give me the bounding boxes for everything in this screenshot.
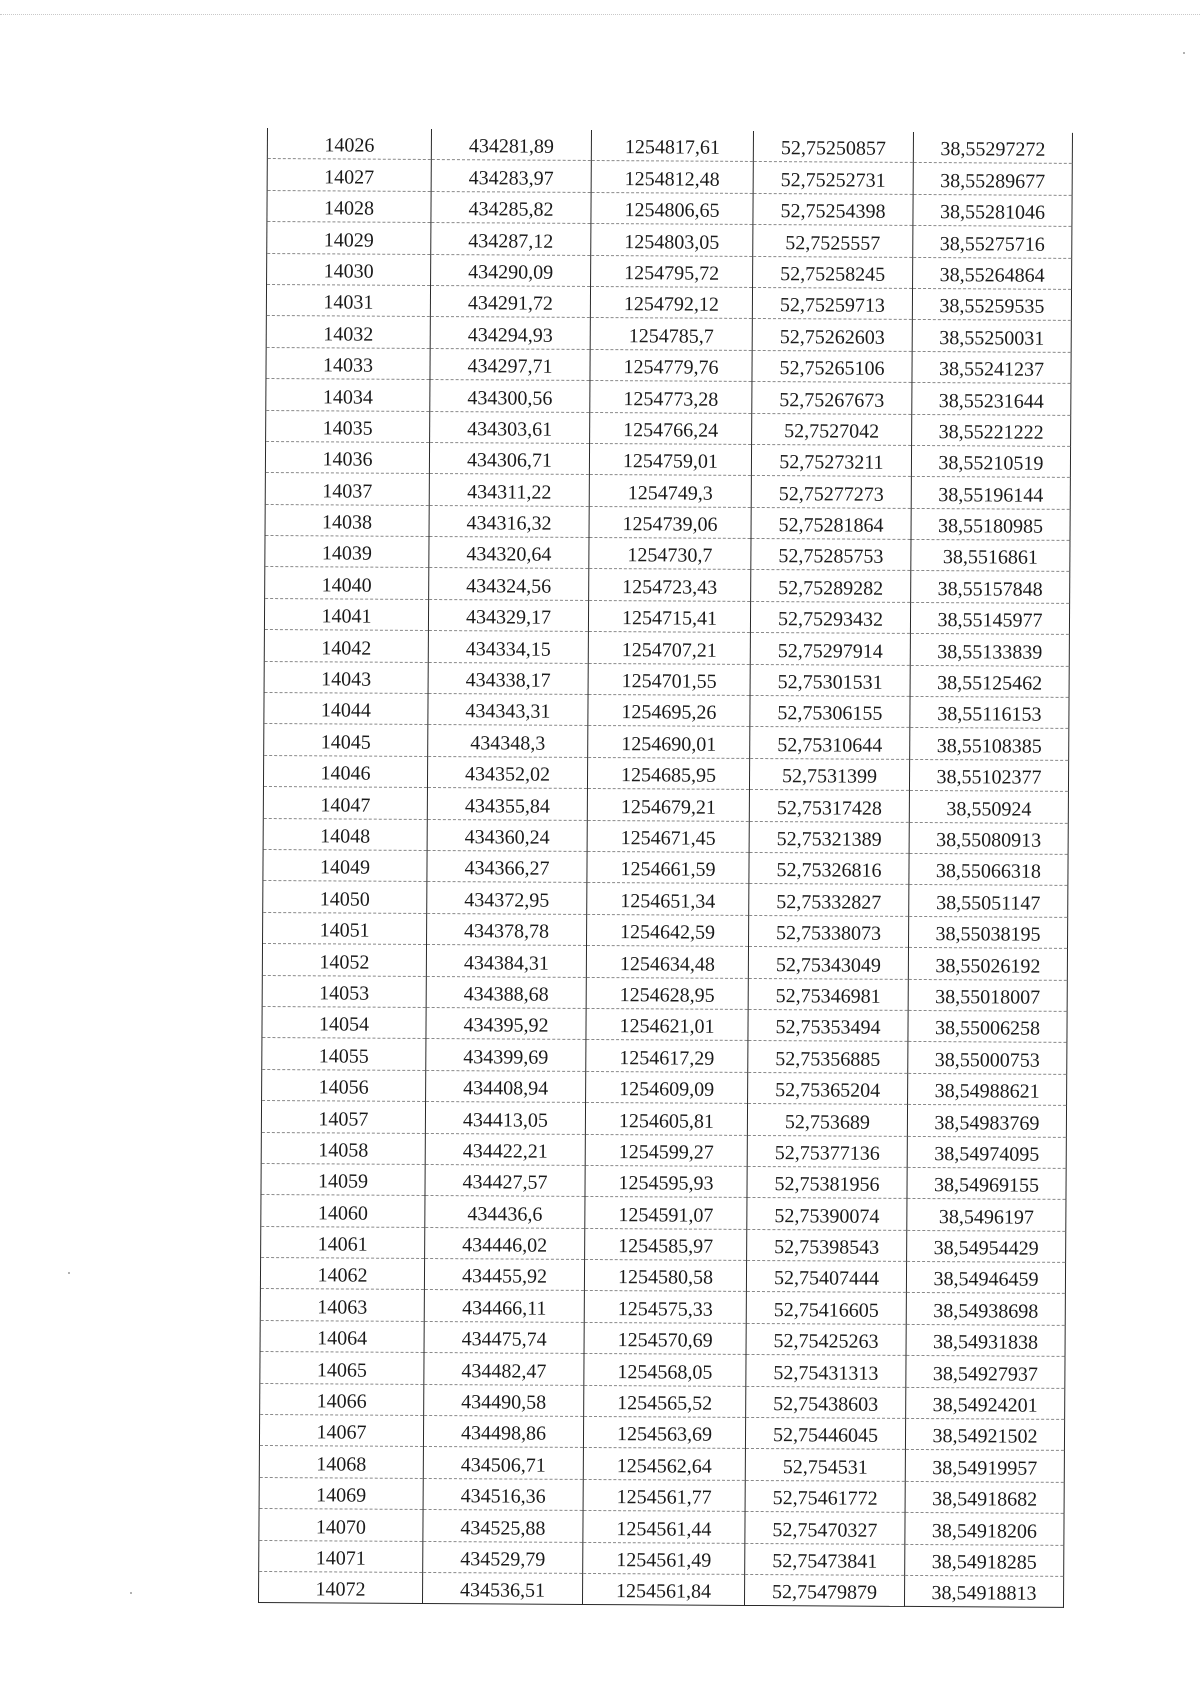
y-coordinate-cell: 1254562,64 [583, 1448, 745, 1480]
point-number-cell: 14052 [262, 944, 426, 976]
point-number-cell: 14048 [263, 818, 427, 850]
point-number-cell: 14070 [259, 1509, 423, 1541]
table-row [264, 693, 1069, 729]
scan-edge-line [0, 14, 1200, 15]
table-row [265, 473, 1070, 509]
table-row [265, 504, 1070, 540]
table-row [266, 410, 1071, 446]
y-coordinate-cell: 1254595,93 [585, 1165, 747, 1197]
latitude-cell: 52,75301531 [750, 664, 910, 696]
table-row [262, 1006, 1067, 1042]
latitude-cell: 52,75252731 [753, 162, 913, 194]
point-number-cell: 14027 [267, 159, 431, 191]
longitude-cell: 38,55026192 [908, 948, 1067, 980]
x-coordinate-cell: 434408,94 [426, 1070, 586, 1102]
point-number-cell: 14050 [263, 881, 427, 913]
y-coordinate-cell: 1254561,49 [583, 1542, 745, 1574]
point-number-cell: 14049 [263, 849, 427, 881]
latitude-cell: 52,75332827 [749, 884, 909, 916]
table-row [263, 818, 1068, 854]
x-coordinate-cell: 434348,3 [428, 725, 588, 757]
latitude-cell: 52,75381956 [747, 1166, 907, 1198]
point-number-cell: 14068 [259, 1446, 423, 1478]
latitude-cell: 52,7525557 [753, 225, 913, 257]
x-coordinate-cell: 434360,24 [427, 819, 587, 851]
x-coordinate-cell: 434529,79 [423, 1541, 583, 1573]
table-row [261, 1101, 1066, 1137]
table-row [262, 975, 1067, 1011]
latitude-cell: 52,75356885 [748, 1041, 908, 1073]
latitude-cell: 52,75470327 [745, 1512, 905, 1544]
longitude-cell: 38,55259535 [912, 288, 1071, 320]
y-coordinate-cell: 1254591,07 [585, 1197, 747, 1229]
y-coordinate-cell: 1254561,77 [583, 1479, 745, 1511]
x-coordinate-cell: 434378,78 [427, 913, 587, 945]
x-coordinate-cell: 434466,11 [424, 1290, 584, 1322]
table-row [265, 536, 1070, 572]
point-number-cell: 14062 [260, 1258, 424, 1290]
scan-speck [68, 1272, 70, 1274]
table-row [260, 1383, 1065, 1419]
coordinates-table [258, 128, 1073, 1608]
table-row [261, 1226, 1066, 1262]
longitude-cell: 38,55102377 [909, 759, 1068, 791]
point-number-cell: 14064 [260, 1320, 424, 1352]
point-number-cell: 14055 [262, 1038, 426, 1070]
point-number-cell: 14053 [262, 975, 426, 1007]
scan-speck [130, 1592, 132, 1594]
x-coordinate-cell: 434436,6 [425, 1196, 585, 1228]
y-coordinate-cell: 1254803,05 [591, 224, 753, 256]
table-row [260, 1258, 1065, 1294]
y-coordinate-cell: 1254565,52 [584, 1385, 746, 1417]
y-coordinate-cell: 1254785,7 [590, 318, 752, 350]
latitude-cell: 52,75446045 [745, 1417, 905, 1449]
longitude-cell: 38,55116153 [910, 696, 1069, 728]
table-row [267, 222, 1072, 258]
y-coordinate-cell: 1254749,3 [589, 475, 751, 507]
y-coordinate-cell: 1254695,26 [588, 695, 750, 727]
x-coordinate-cell: 434352,02 [427, 756, 587, 788]
longitude-cell: 38,55241237 [912, 351, 1071, 383]
latitude-cell: 52,75431313 [746, 1355, 906, 1387]
table-row [267, 128, 1072, 164]
x-coordinate-cell: 434366,27 [427, 850, 587, 882]
table-row [266, 347, 1071, 383]
x-coordinate-cell: 434372,95 [427, 882, 587, 914]
x-coordinate-cell: 434475,74 [424, 1321, 584, 1353]
y-coordinate-cell: 1254730,7 [589, 538, 751, 570]
longitude-cell: 38,55051147 [909, 885, 1068, 917]
latitude-cell: 52,75258245 [753, 256, 913, 288]
table-row [267, 159, 1072, 195]
table-row [258, 1571, 1063, 1607]
y-coordinate-cell: 1254715,41 [588, 600, 750, 632]
y-coordinate-cell: 1254766,24 [590, 412, 752, 444]
longitude-cell: 38,54974095 [907, 1136, 1066, 1168]
point-number-cell: 14032 [266, 316, 430, 348]
latitude-cell: 52,75281864 [751, 507, 911, 539]
latitude-cell: 52,75438603 [746, 1386, 906, 1418]
longitude-cell: 38,54918682 [905, 1481, 1064, 1513]
longitude-cell: 38,55006258 [908, 1010, 1067, 1042]
x-coordinate-cell: 434316,32 [429, 505, 589, 537]
point-number-cell: 14030 [267, 253, 431, 285]
latitude-cell: 52,75479879 [744, 1574, 904, 1606]
x-coordinate-cell: 434287,12 [431, 223, 591, 255]
y-coordinate-cell: 1254563,69 [583, 1416, 745, 1448]
longitude-cell: 38,55038195 [909, 916, 1068, 948]
latitude-cell: 52,75353494 [748, 1009, 908, 1041]
y-coordinate-cell: 1254617,29 [586, 1040, 748, 1072]
latitude-cell: 52,75473841 [745, 1543, 905, 1575]
latitude-cell: 52,75262603 [752, 319, 912, 351]
x-coordinate-cell: 434297,71 [430, 348, 590, 380]
y-coordinate-cell: 1254585,97 [585, 1228, 747, 1260]
table-row [263, 849, 1068, 885]
longitude-cell: 38,54927937 [906, 1356, 1065, 1388]
latitude-cell: 52,75365204 [748, 1072, 908, 1104]
point-number-cell: 14063 [260, 1289, 424, 1321]
longitude-cell: 38,55297272 [913, 132, 1072, 164]
x-coordinate-cell: 434343,31 [428, 694, 588, 726]
table-row [259, 1540, 1064, 1576]
latitude-cell: 52,75390074 [747, 1198, 907, 1230]
x-coordinate-cell: 434303,61 [430, 411, 590, 443]
y-coordinate-cell: 1254570,69 [584, 1322, 746, 1354]
y-coordinate-cell: 1254671,45 [587, 820, 749, 852]
table-row [259, 1414, 1064, 1450]
longitude-cell: 38,54988621 [908, 1073, 1067, 1105]
latitude-cell: 52,75289282 [751, 570, 911, 602]
table-row [261, 1163, 1066, 1199]
y-coordinate-cell: 1254739,06 [589, 506, 751, 538]
y-coordinate-cell: 1254792,12 [590, 286, 752, 318]
y-coordinate-cell: 1254685,95 [587, 757, 749, 789]
point-number-cell: 14040 [265, 567, 429, 599]
point-number-cell: 14058 [261, 1132, 425, 1164]
y-coordinate-cell: 1254609,09 [586, 1071, 748, 1103]
latitude-cell: 52,75338073 [749, 915, 909, 947]
point-number-cell: 14046 [263, 755, 427, 787]
longitude-cell: 38,550924 [909, 791, 1068, 823]
y-coordinate-cell: 1254690,01 [588, 726, 750, 758]
x-coordinate-cell: 434395,92 [426, 1007, 586, 1039]
longitude-cell: 38,54919957 [905, 1450, 1064, 1482]
latitude-cell: 52,75416605 [746, 1292, 906, 1324]
y-coordinate-cell: 1254707,21 [588, 632, 750, 664]
point-number-cell: 14029 [267, 222, 431, 254]
point-number-cell: 14041 [264, 598, 428, 630]
table-row [259, 1477, 1064, 1513]
x-coordinate-cell: 434291,72 [430, 285, 590, 317]
latitude-cell: 52,75377136 [747, 1135, 907, 1167]
point-number-cell: 14031 [266, 284, 430, 316]
x-coordinate-cell: 434498,86 [423, 1415, 583, 1447]
y-coordinate-cell: 1254773,28 [590, 381, 752, 413]
table-row [263, 881, 1068, 917]
x-coordinate-cell: 434290,09 [431, 254, 591, 286]
latitude-cell: 52,75285753 [751, 539, 911, 571]
point-number-cell: 14060 [261, 1195, 425, 1227]
latitude-cell: 52,75461772 [745, 1480, 905, 1512]
y-coordinate-cell: 1254701,55 [588, 663, 750, 695]
latitude-cell: 52,75398543 [747, 1229, 907, 1261]
longitude-cell: 38,54918813 [904, 1575, 1063, 1607]
point-number-cell: 14038 [265, 504, 429, 536]
table-row [264, 661, 1069, 697]
point-number-cell: 14045 [264, 724, 428, 756]
longitude-cell: 38,55125462 [910, 665, 1069, 697]
point-number-cell: 14047 [263, 787, 427, 819]
longitude-cell: 38,55250031 [912, 320, 1071, 352]
x-coordinate-cell: 434294,93 [430, 317, 590, 349]
point-number-cell: 14061 [261, 1226, 425, 1258]
table-row [265, 567, 1070, 603]
y-coordinate-cell: 1254651,34 [587, 883, 749, 915]
table-row [264, 598, 1069, 634]
longitude-cell: 38,55145977 [910, 602, 1069, 634]
longitude-cell: 38,55066318 [909, 853, 1068, 885]
table-row [264, 630, 1069, 666]
y-coordinate-cell: 1254723,43 [589, 569, 751, 601]
x-coordinate-cell: 434427,57 [425, 1164, 585, 1196]
latitude-cell: 52,753689 [747, 1104, 907, 1136]
x-coordinate-cell: 434525,88 [423, 1510, 583, 1542]
y-coordinate-cell: 1254628,95 [586, 977, 748, 1009]
latitude-cell: 52,75326816 [749, 852, 909, 884]
table-row [260, 1289, 1065, 1325]
latitude-cell: 52,75297914 [750, 633, 910, 665]
longitude-cell: 38,55157848 [911, 571, 1070, 603]
latitude-cell: 52,75265106 [752, 350, 912, 382]
table-row [263, 755, 1068, 791]
y-coordinate-cell: 1254568,05 [584, 1354, 746, 1386]
longitude-cell: 38,55221222 [912, 414, 1071, 446]
point-number-cell: 14028 [267, 190, 431, 222]
x-coordinate-cell: 434455,92 [424, 1259, 584, 1291]
longitude-cell: 38,54946459 [906, 1261, 1065, 1293]
y-coordinate-cell: 1254679,21 [587, 789, 749, 821]
longitude-cell: 38,54918285 [905, 1544, 1064, 1576]
point-number-cell: 14042 [264, 630, 428, 662]
y-coordinate-cell: 1254561,84 [582, 1573, 744, 1605]
longitude-cell: 38,55289677 [913, 163, 1072, 195]
x-coordinate-cell: 434384,31 [426, 945, 586, 977]
y-coordinate-cell: 1254599,27 [585, 1134, 747, 1166]
x-coordinate-cell: 434311,22 [429, 474, 589, 506]
longitude-cell: 38,55108385 [910, 728, 1069, 760]
point-number-cell: 14059 [261, 1163, 425, 1195]
table-row [263, 787, 1068, 823]
longitude-cell: 38,55275716 [913, 226, 1072, 258]
table-row [262, 944, 1067, 980]
longitude-cell: 38,54983769 [907, 1105, 1066, 1137]
x-coordinate-cell: 434536,51 [422, 1572, 582, 1604]
latitude-cell: 52,75273211 [751, 444, 911, 476]
table-row [261, 1132, 1066, 1168]
longitude-cell: 38,55000753 [908, 1042, 1067, 1074]
point-number-cell: 14072 [258, 1571, 422, 1603]
longitude-cell: 38,54918206 [905, 1513, 1064, 1545]
latitude-cell: 52,75343049 [748, 947, 908, 979]
y-coordinate-cell: 1254779,76 [590, 349, 752, 381]
table-row [266, 379, 1071, 415]
latitude-cell: 52,75425263 [746, 1323, 906, 1355]
longitude-cell: 38,55018007 [908, 979, 1067, 1011]
point-number-cell: 14034 [266, 379, 430, 411]
y-coordinate-cell: 1254575,33 [584, 1291, 746, 1323]
longitude-cell: 38,55180985 [911, 508, 1070, 540]
point-number-cell: 14069 [259, 1477, 423, 1509]
longitude-cell: 38,55210519 [911, 445, 1070, 477]
latitude-cell: 52,75277273 [751, 476, 911, 508]
longitude-cell: 38,54924201 [906, 1387, 1065, 1419]
point-number-cell: 14043 [264, 661, 428, 693]
longitude-cell: 38,55196144 [911, 477, 1070, 509]
x-coordinate-cell: 434413,05 [425, 1102, 585, 1134]
point-number-cell: 14036 [265, 441, 429, 473]
point-number-cell: 14054 [262, 1006, 426, 1038]
latitude-cell: 52,75254398 [753, 193, 913, 225]
point-number-cell: 14067 [259, 1414, 423, 1446]
table-row [261, 1195, 1066, 1231]
table-row [259, 1446, 1064, 1482]
latitude-cell: 52,754531 [745, 1449, 905, 1481]
x-coordinate-cell: 434283,97 [431, 160, 591, 192]
table-row [264, 724, 1069, 760]
point-number-cell: 14035 [266, 410, 430, 442]
longitude-cell: 38,55281046 [913, 194, 1072, 226]
longitude-cell: 38,54969155 [907, 1167, 1066, 1199]
latitude-cell: 52,75259713 [752, 287, 912, 319]
x-coordinate-cell: 434482,47 [424, 1353, 584, 1385]
y-coordinate-cell: 1254817,61 [591, 130, 753, 162]
longitude-cell: 38,54931838 [906, 1324, 1065, 1356]
x-coordinate-cell: 434285,82 [431, 191, 591, 223]
latitude-cell: 52,7527042 [752, 413, 912, 445]
y-coordinate-cell: 1254759,01 [589, 443, 751, 475]
x-coordinate-cell: 434506,71 [423, 1447, 583, 1479]
y-coordinate-cell: 1254580,58 [584, 1260, 746, 1292]
point-number-cell: 14066 [260, 1383, 424, 1415]
latitude-cell: 52,75306155 [750, 695, 910, 727]
point-number-cell: 14051 [263, 912, 427, 944]
table-row [266, 316, 1071, 352]
y-coordinate-cell: 1254795,72 [591, 255, 753, 287]
point-number-cell: 14026 [267, 128, 431, 160]
longitude-cell: 38,54921502 [905, 1418, 1064, 1450]
latitude-cell: 52,75267673 [752, 382, 912, 414]
table-row [266, 284, 1071, 320]
latitude-cell: 52,75346981 [748, 978, 908, 1010]
y-coordinate-cell: 1254561,44 [583, 1511, 745, 1543]
x-coordinate-cell: 434399,69 [426, 1039, 586, 1071]
table-row [260, 1320, 1065, 1356]
table-row [263, 912, 1068, 948]
y-coordinate-cell: 1254642,59 [587, 914, 749, 946]
longitude-cell: 38,55133839 [910, 634, 1069, 666]
y-coordinate-cell: 1254621,01 [586, 1008, 748, 1040]
table-row [262, 1069, 1067, 1105]
scan-speck [1183, 52, 1185, 54]
table-row [260, 1352, 1065, 1388]
y-coordinate-cell: 1254605,81 [585, 1103, 747, 1135]
table-row [259, 1509, 1064, 1545]
point-number-cell: 14065 [260, 1352, 424, 1384]
longitude-cell: 38,55080913 [909, 822, 1068, 854]
table-row [267, 253, 1072, 289]
latitude-cell: 52,75317428 [749, 790, 909, 822]
longitude-cell: 38,54954429 [907, 1230, 1066, 1262]
x-coordinate-cell: 434320,64 [429, 537, 589, 569]
x-coordinate-cell: 434300,56 [430, 380, 590, 412]
x-coordinate-cell: 434306,71 [429, 442, 589, 474]
x-coordinate-cell: 434338,17 [428, 662, 588, 694]
point-number-cell: 14056 [262, 1069, 426, 1101]
latitude-cell: 52,75407444 [746, 1261, 906, 1293]
longitude-cell: 38,5516861 [911, 540, 1070, 572]
latitude-cell: 52,75250857 [753, 131, 913, 163]
point-number-cell: 14044 [264, 693, 428, 725]
y-coordinate-cell: 1254661,59 [587, 851, 749, 883]
y-coordinate-cell: 1254806,65 [591, 192, 753, 224]
x-coordinate-cell: 434490,58 [424, 1384, 584, 1416]
x-coordinate-cell: 434422,21 [425, 1133, 585, 1165]
y-coordinate-cell: 1254812,48 [591, 161, 753, 193]
latitude-cell: 52,7531399 [749, 758, 909, 790]
x-coordinate-cell: 434446,02 [425, 1227, 585, 1259]
x-coordinate-cell: 434355,84 [427, 788, 587, 820]
point-number-cell: 14037 [265, 473, 429, 505]
longitude-cell: 38,54938698 [906, 1293, 1065, 1325]
point-number-cell: 14039 [265, 536, 429, 568]
x-coordinate-cell: 434281,89 [431, 129, 591, 161]
latitude-cell: 52,75321389 [749, 821, 909, 853]
y-coordinate-cell: 1254634,48 [586, 946, 748, 978]
x-coordinate-cell: 434329,17 [428, 599, 588, 631]
x-coordinate-cell: 434516,36 [423, 1478, 583, 1510]
table-row [265, 441, 1070, 477]
point-number-cell: 14057 [261, 1101, 425, 1133]
latitude-cell: 52,75293432 [750, 601, 910, 633]
table-row [262, 1038, 1067, 1074]
x-coordinate-cell: 434334,15 [428, 631, 588, 663]
point-number-cell: 14033 [266, 347, 430, 379]
x-coordinate-cell: 434324,56 [429, 568, 589, 600]
longitude-cell: 38,55264864 [913, 257, 1072, 289]
longitude-cell: 38,5496197 [907, 1199, 1066, 1231]
x-coordinate-cell: 434388,68 [426, 976, 586, 1008]
latitude-cell: 52,75310644 [750, 727, 910, 759]
point-number-cell: 14071 [259, 1540, 423, 1572]
coordinates-table-body [258, 128, 1072, 1608]
longitude-cell: 38,55231644 [912, 383, 1071, 415]
table-row [267, 190, 1072, 226]
